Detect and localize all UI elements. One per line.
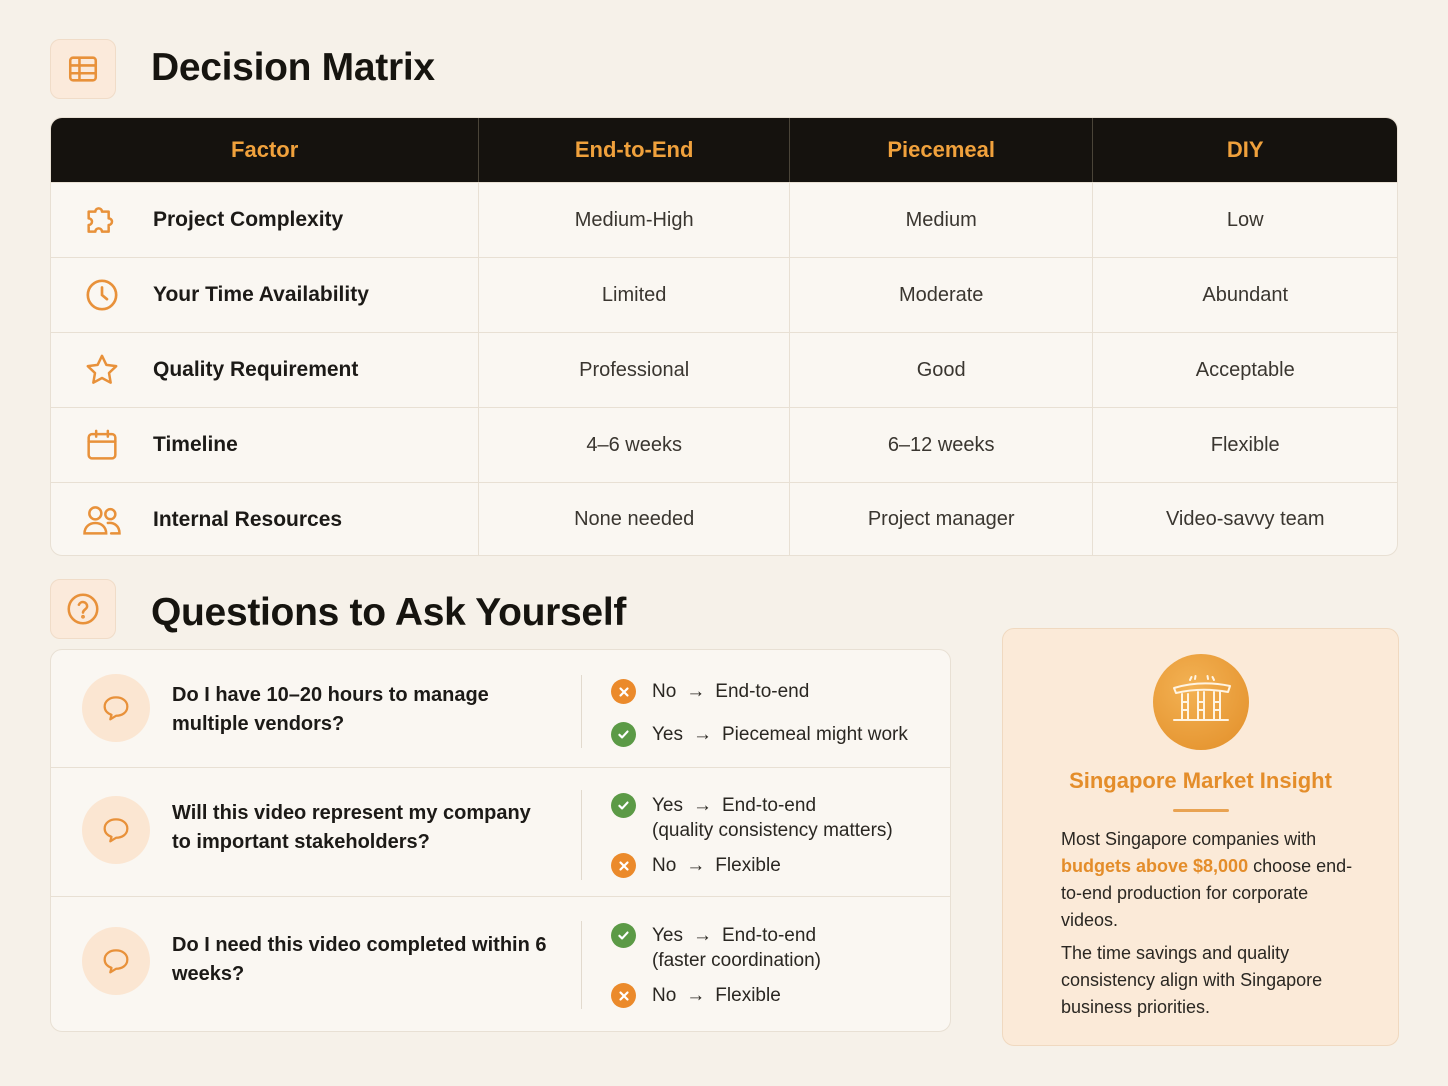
- header-diy: DIY: [1092, 118, 1397, 182]
- calendar-icon: [79, 422, 125, 468]
- insight-text: choose end-to-end production for corporate videos.: [1061, 856, 1353, 930]
- answer-label: Yes: [652, 795, 683, 816]
- x-circle-icon: [611, 679, 636, 704]
- table-row: [51, 407, 1397, 482]
- factor-label: Timeline: [153, 433, 238, 456]
- arrow: →: [686, 681, 706, 702]
- x-circle-icon: [611, 853, 636, 878]
- divider: [581, 790, 582, 880]
- answer-item: [611, 853, 781, 878]
- users-icon: [79, 497, 125, 543]
- table-icon: [66, 52, 100, 86]
- answer-label: No: [652, 855, 677, 876]
- factor-cell: [51, 483, 478, 556]
- cell-diy: Low: [1092, 183, 1397, 257]
- insight-title: Singapore Market Insight: [1069, 768, 1332, 793]
- arrow: →: [686, 985, 706, 1006]
- answer-outcome: Flexible: [715, 855, 781, 876]
- factor-label: Project Complexity: [153, 208, 344, 231]
- chat-bubble-icon: [82, 674, 150, 742]
- answer-label: No: [652, 985, 677, 1006]
- insight-paragraph: [1061, 826, 1361, 934]
- cell-end-to-end: None needed: [478, 483, 789, 556]
- table-row: [51, 257, 1397, 332]
- decision-matrix-table: [50, 117, 1398, 556]
- factor-cell: [51, 333, 478, 407]
- clock-icon: [79, 272, 125, 318]
- table-row: [51, 182, 1397, 257]
- insight-text: Most Singapore companies with: [1061, 829, 1317, 849]
- insight-highlight: budgets above $8,000: [1061, 856, 1249, 876]
- question-row: [51, 650, 950, 767]
- answer-outcome: End-to-end: [722, 795, 817, 816]
- cell-end-to-end: 4–6 weeks: [478, 408, 789, 482]
- chat-bubble-icon: [82, 927, 150, 995]
- question-text: Do I have 10–20 hours to manage multiple vendors?: [172, 684, 489, 735]
- answer-outcome: End-to-end: [722, 925, 817, 946]
- questions-section-title: Questions to Ask Yourself: [151, 591, 627, 634]
- cell-piecemeal: Good: [789, 333, 1093, 407]
- answer-label: Yes: [652, 724, 683, 745]
- factor-cell: [51, 183, 478, 257]
- cell-end-to-end: Professional: [478, 333, 789, 407]
- cell-diy: Acceptable: [1092, 333, 1397, 407]
- matrix-section-title: Decision Matrix: [151, 46, 435, 89]
- cell-piecemeal: Medium: [789, 183, 1093, 257]
- singapore-insight-card: [1002, 628, 1399, 1046]
- answer-item: [611, 722, 908, 747]
- arrow: →: [693, 724, 712, 745]
- check-circle-icon: [611, 923, 636, 948]
- question-circle-icon: [64, 590, 102, 628]
- answer-item: [611, 793, 893, 843]
- divider: [581, 921, 582, 1009]
- divider: [581, 675, 582, 748]
- title-underline: [1173, 809, 1229, 812]
- cell-piecemeal: Moderate: [789, 258, 1093, 332]
- table-header-row: [51, 118, 1397, 182]
- cell-piecemeal: Project manager: [789, 483, 1093, 556]
- answer-item: [611, 923, 821, 973]
- answer-item: [611, 983, 781, 1008]
- header-factor: Factor: [231, 137, 299, 162]
- check-circle-icon: [611, 722, 636, 747]
- answer-note: (faster coordination): [652, 950, 821, 971]
- answer-label: Yes: [652, 925, 683, 946]
- cell-diy: Flexible: [1092, 408, 1397, 482]
- insight-paragraph: The time savings and quality consistency align with Singapore business priorities.: [1061, 943, 1323, 1017]
- table-icon-tile: [50, 39, 116, 99]
- check-circle-icon: [611, 793, 636, 818]
- table-row: [51, 332, 1397, 407]
- factor-cell: [51, 408, 478, 482]
- factor-label: Internal Resources: [153, 507, 343, 531]
- cell-diy: Abundant: [1092, 258, 1397, 332]
- cell-end-to-end: Medium-High: [478, 183, 789, 257]
- x-circle-icon: [611, 983, 636, 1008]
- cell-piecemeal: 6–12 weeks: [789, 408, 1093, 482]
- puzzle-icon: [79, 197, 125, 243]
- question-row: [51, 896, 950, 1032]
- answer-note: (quality consistency matters): [652, 820, 893, 841]
- cell-diy: Video-savvy team: [1092, 483, 1397, 556]
- header-end-to-end: End-to-End: [478, 118, 789, 182]
- question-text: Do I need this video completed within 6 weeks?: [172, 934, 547, 985]
- header-piecemeal: Piecemeal: [789, 118, 1093, 182]
- factor-cell: [51, 258, 478, 332]
- answer-outcome: Piecemeal might work: [722, 724, 908, 745]
- factor-label: Quality Requirement: [153, 358, 359, 381]
- arrow: →: [693, 795, 712, 816]
- star-icon: [79, 347, 125, 393]
- chat-bubble-icon: [82, 796, 150, 864]
- questions-panel: [50, 649, 951, 1032]
- marina-bay-sands-icon: [1153, 654, 1249, 750]
- arrow: →: [686, 855, 706, 876]
- answer-outcome: Flexible: [715, 985, 781, 1006]
- table-row: [51, 482, 1397, 556]
- question-row: [51, 767, 950, 896]
- question-icon-tile: [50, 579, 116, 639]
- question-text: Will this video represent my company to important stakeholders?: [172, 802, 531, 853]
- cell-end-to-end: Limited: [478, 258, 789, 332]
- answer-outcome: End-to-end: [715, 681, 810, 702]
- answer-item: [611, 679, 809, 704]
- factor-label: Your Time Availability: [153, 283, 369, 306]
- arrow: →: [693, 925, 712, 946]
- answer-label: No: [652, 681, 677, 702]
